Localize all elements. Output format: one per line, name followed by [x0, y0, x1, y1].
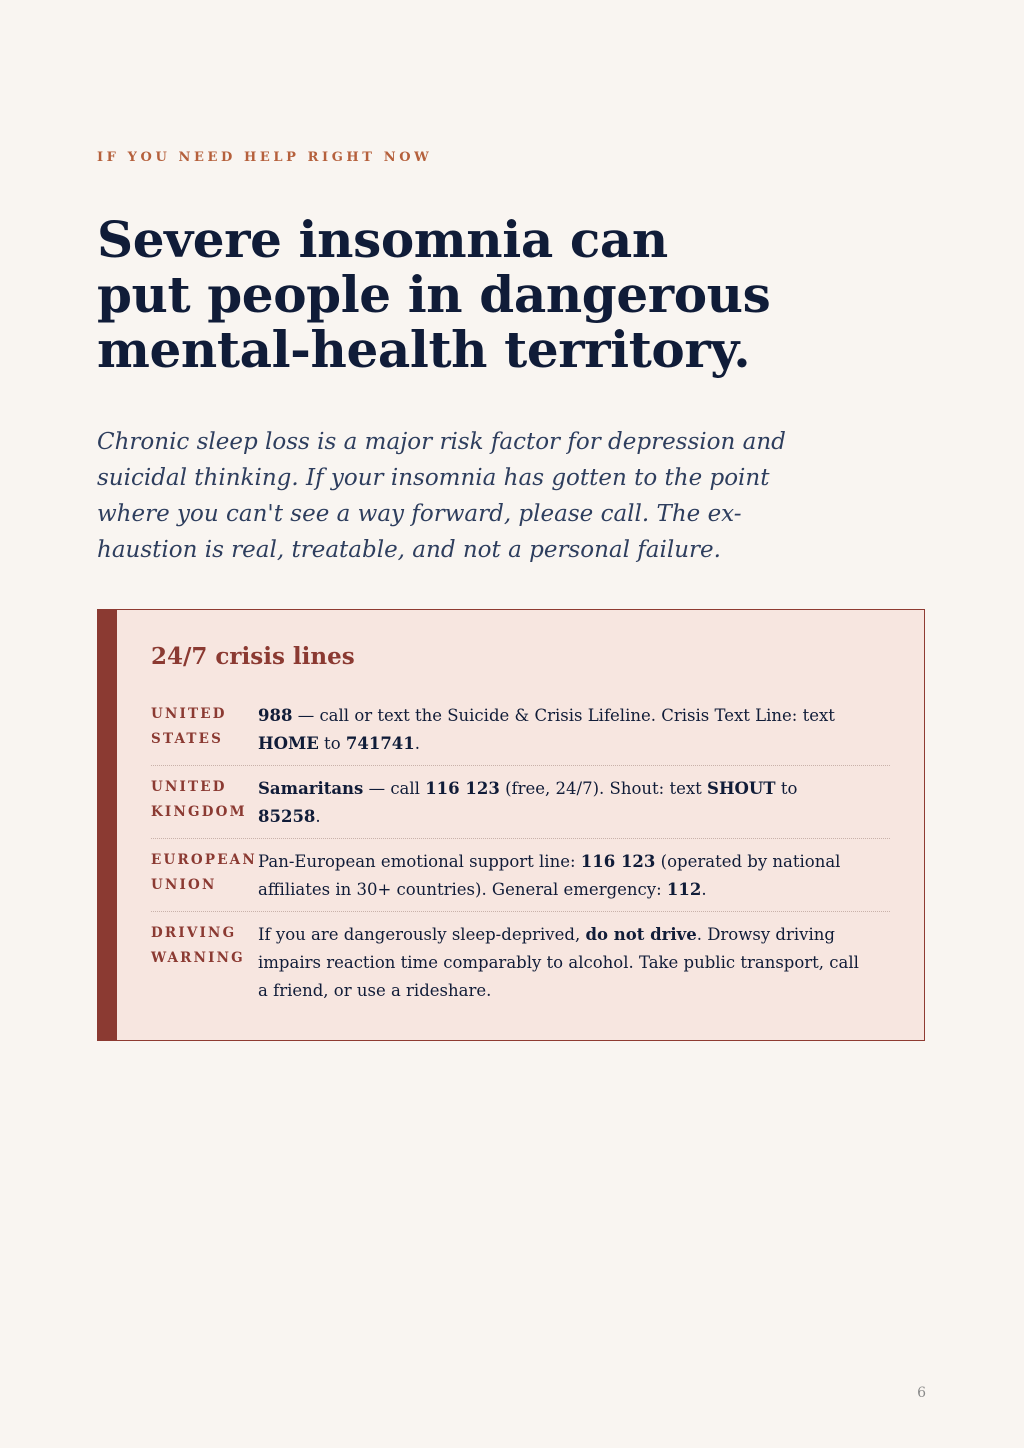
crisis-row-uk: [151, 775, 890, 839]
crisis-row-text-line: HOME to 741741.: [258, 734, 421, 753]
emphasized-text: do not drive: [585, 925, 697, 944]
intro-line: haustion is real, treatable, and not a personal failure.: [97, 537, 721, 563]
headline-line: put people in dangerous: [97, 265, 771, 324]
crisis-row-us: [151, 702, 890, 766]
emphasized-text: 116 123: [425, 779, 500, 798]
emphasized-text: HOME: [258, 734, 319, 753]
crisis-row-info: [258, 702, 890, 758]
emphasized-text: Samaritans: [258, 779, 364, 798]
intro-paragraph: [97, 424, 857, 568]
section-eyebrow: IF YOU NEED HELP RIGHT NOW: [97, 150, 433, 165]
region-label-line: STATES: [151, 731, 224, 747]
region-label-line: UNITED: [151, 706, 227, 722]
crisis-row-eu: [151, 848, 890, 912]
headline-line: Severe insomnia can: [97, 210, 668, 269]
intro-line: where you can't see a way forward, please call. The ex-: [97, 501, 742, 527]
region-label: [151, 775, 247, 825]
region-label: [151, 921, 245, 971]
crisis-row-info: [258, 848, 890, 904]
crisis-row-driving-warning: [151, 921, 890, 1011]
crisis-row-info: [258, 775, 890, 831]
region-label-line: EUROPEAN: [151, 852, 257, 868]
region-label: [151, 848, 257, 898]
emphasized-text: 741741: [345, 734, 415, 753]
page-number: 6: [917, 1385, 926, 1401]
region-label-line: DRIVING: [151, 925, 237, 941]
crisis-lines-box: [97, 609, 925, 1041]
region-label-line: UNION: [151, 877, 217, 893]
crisis-row-text-line: Pan-European emotional support line: 116 123 (operated by national: [258, 852, 841, 871]
crisis-row-text-line: 85258.: [258, 807, 321, 826]
emphasized-text: 85258: [258, 807, 316, 826]
intro-line: suicidal thinking. If your insomnia has gotten to the point: [97, 465, 770, 491]
page-headline: [97, 212, 897, 377]
region-label-line: WARNING: [151, 950, 245, 966]
crisis-row-text-line: impairs reaction time comparably to alcohol. Take public transport, call: [258, 953, 859, 972]
crisis-row-info: [258, 921, 890, 1005]
headline-line: mental-health territory.: [97, 320, 751, 379]
region-label: [151, 702, 227, 752]
region-label-line: KINGDOM: [151, 804, 247, 820]
emphasized-text: SHOUT: [707, 779, 776, 798]
crisis-row-text-line: Samaritans — call 116 123 (free, 24/7). Shout: text SHOUT to: [258, 779, 798, 798]
crisis-row-text-line: affiliates in 30+ countries). General emergency: 112.: [258, 880, 707, 899]
emphasized-text: 112: [666, 880, 702, 899]
intro-line: Chronic sleep loss is a major risk factor for depression and: [97, 429, 786, 455]
emphasized-text: 988: [258, 706, 293, 725]
region-label-line: UNITED: [151, 779, 227, 795]
emphasized-text: 116 123: [580, 852, 656, 871]
crisis-row-text-line: a friend, or use a rideshare.: [258, 981, 492, 1000]
crisis-row-text-line: 988 — call or text the Suicide & Crisis Lifeline. Crisis Text Line: text: [258, 706, 835, 725]
crisis-box-title: 24/7 crisis lines: [151, 643, 355, 670]
crisis-row-text-line: If you are dangerously sleep-deprived, do not drive. Drowsy driving: [258, 925, 835, 944]
